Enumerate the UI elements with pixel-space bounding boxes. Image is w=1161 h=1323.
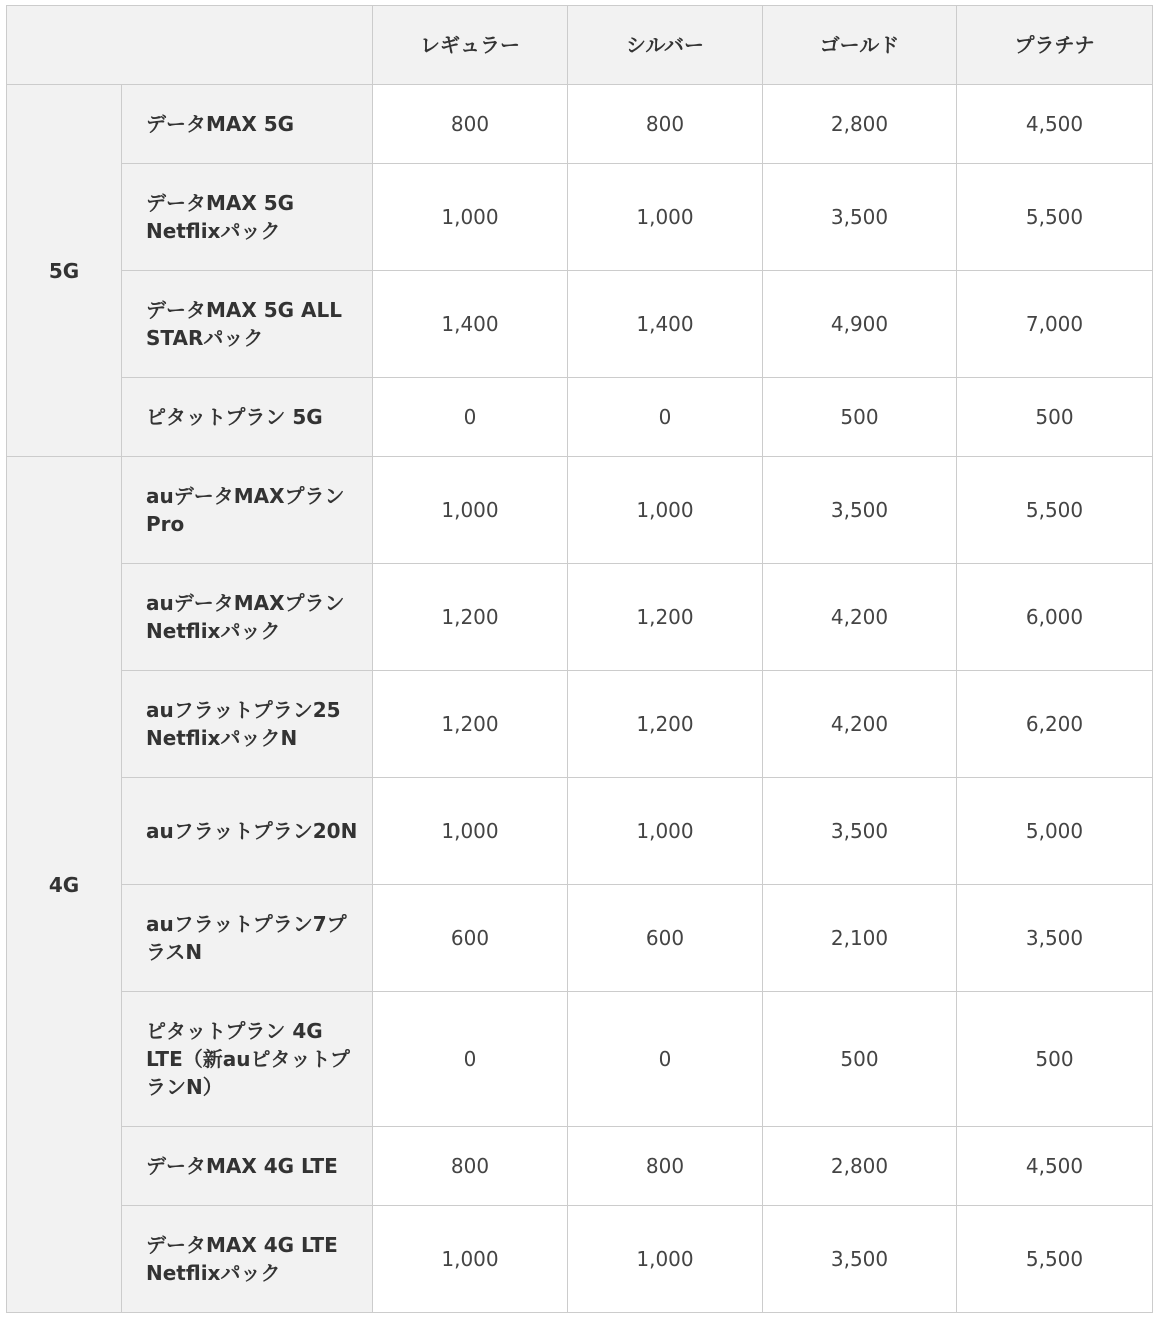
value-cell-platinum: 6,000 xyxy=(957,564,1153,671)
value-cell-gold: 3,500 xyxy=(763,778,957,885)
value-cell-silver: 600 xyxy=(568,885,763,992)
value-cell-silver: 1,400 xyxy=(568,271,763,378)
value-cell-gold: 3,500 xyxy=(763,1206,957,1313)
value-cell-platinum: 4,500 xyxy=(957,85,1153,164)
plan-points-table-wrapper xyxy=(6,5,1153,1313)
value-cell-regular: 1,400 xyxy=(373,271,568,378)
value-cell-regular: 600 xyxy=(373,885,568,992)
table-row xyxy=(7,778,1153,885)
plan-name-cell: auデータMAXプラン Netflixパック xyxy=(122,564,373,671)
column-header-silver: シルバー xyxy=(568,6,763,85)
value-cell-gold: 3,500 xyxy=(763,164,957,271)
value-cell-regular: 1,000 xyxy=(373,457,568,564)
value-cell-platinum: 7,000 xyxy=(957,271,1153,378)
table-row xyxy=(7,1127,1153,1206)
value-cell-gold: 3,500 xyxy=(763,457,957,564)
value-cell-silver: 1,000 xyxy=(568,457,763,564)
value-cell-gold: 4,200 xyxy=(763,564,957,671)
value-cell-platinum: 5,500 xyxy=(957,1206,1153,1313)
value-cell-platinum: 500 xyxy=(957,992,1153,1127)
group-label-5g: 5G xyxy=(7,85,122,457)
table-row xyxy=(7,885,1153,992)
value-cell-silver: 1,000 xyxy=(568,164,763,271)
value-cell-regular: 1,000 xyxy=(373,164,568,271)
value-cell-platinum: 5,500 xyxy=(957,164,1153,271)
value-cell-regular: 1,200 xyxy=(373,671,568,778)
plan-points-table xyxy=(6,5,1153,1313)
value-cell-platinum: 6,200 xyxy=(957,671,1153,778)
table-row xyxy=(7,671,1153,778)
column-header-regular: レギュラー xyxy=(373,6,568,85)
value-cell-platinum: 4,500 xyxy=(957,1127,1153,1206)
value-cell-gold: 4,200 xyxy=(763,671,957,778)
table-row xyxy=(7,85,1153,164)
value-cell-regular: 0 xyxy=(373,378,568,457)
column-header-gold: ゴールド xyxy=(763,6,957,85)
value-cell-silver: 1,000 xyxy=(568,778,763,885)
plan-name-cell: データMAX 4G LTE xyxy=(122,1127,373,1206)
plan-name-cell: auフラットプラン7プラスN xyxy=(122,885,373,992)
value-cell-platinum: 500 xyxy=(957,378,1153,457)
value-cell-regular: 1,000 xyxy=(373,1206,568,1313)
value-cell-regular: 800 xyxy=(373,1127,568,1206)
table-row xyxy=(7,1206,1153,1313)
plan-name-cell: データMAX 5G ALL STARパック xyxy=(122,271,373,378)
plan-name-cell: ピタットプラン 4G LTE（新auピタットプランN） xyxy=(122,992,373,1127)
value-cell-silver: 800 xyxy=(568,85,763,164)
plan-name-cell: auデータMAXプラン Pro xyxy=(122,457,373,564)
header-row xyxy=(7,6,1153,85)
value-cell-regular: 1,000 xyxy=(373,778,568,885)
plan-name-cell: データMAX 5G Netflixパック xyxy=(122,164,373,271)
group-label-4g: 4G xyxy=(7,457,122,1313)
table-row xyxy=(7,992,1153,1127)
value-cell-regular: 1,200 xyxy=(373,564,568,671)
value-cell-silver: 0 xyxy=(568,992,763,1127)
plan-name-cell: ピタットプラン 5G xyxy=(122,378,373,457)
plan-name-cell: auフラットプラン25 NetflixパックN xyxy=(122,671,373,778)
value-cell-platinum: 5,000 xyxy=(957,778,1153,885)
table-row xyxy=(7,378,1153,457)
value-cell-gold: 500 xyxy=(763,992,957,1127)
table-row xyxy=(7,271,1153,378)
value-cell-gold: 2,800 xyxy=(763,85,957,164)
value-cell-gold: 4,900 xyxy=(763,271,957,378)
column-header-platinum: プラチナ xyxy=(957,6,1153,85)
value-cell-gold: 2,100 xyxy=(763,885,957,992)
plan-name-cell: データMAX 4G LTE Netflixパック xyxy=(122,1206,373,1313)
value-cell-regular: 0 xyxy=(373,992,568,1127)
value-cell-platinum: 3,500 xyxy=(957,885,1153,992)
value-cell-platinum: 5,500 xyxy=(957,457,1153,564)
value-cell-silver: 1,000 xyxy=(568,1206,763,1313)
table-row xyxy=(7,564,1153,671)
value-cell-silver: 1,200 xyxy=(568,564,763,671)
value-cell-regular: 800 xyxy=(373,85,568,164)
table-row xyxy=(7,164,1153,271)
plan-name-cell: auフラットプラン20N xyxy=(122,778,373,885)
table-row xyxy=(7,457,1153,564)
value-cell-silver: 1,200 xyxy=(568,671,763,778)
value-cell-silver: 0 xyxy=(568,378,763,457)
value-cell-gold: 2,800 xyxy=(763,1127,957,1206)
corner-header-cell xyxy=(7,6,373,85)
value-cell-gold: 500 xyxy=(763,378,957,457)
plan-name-cell: データMAX 5G xyxy=(122,85,373,164)
value-cell-silver: 800 xyxy=(568,1127,763,1206)
